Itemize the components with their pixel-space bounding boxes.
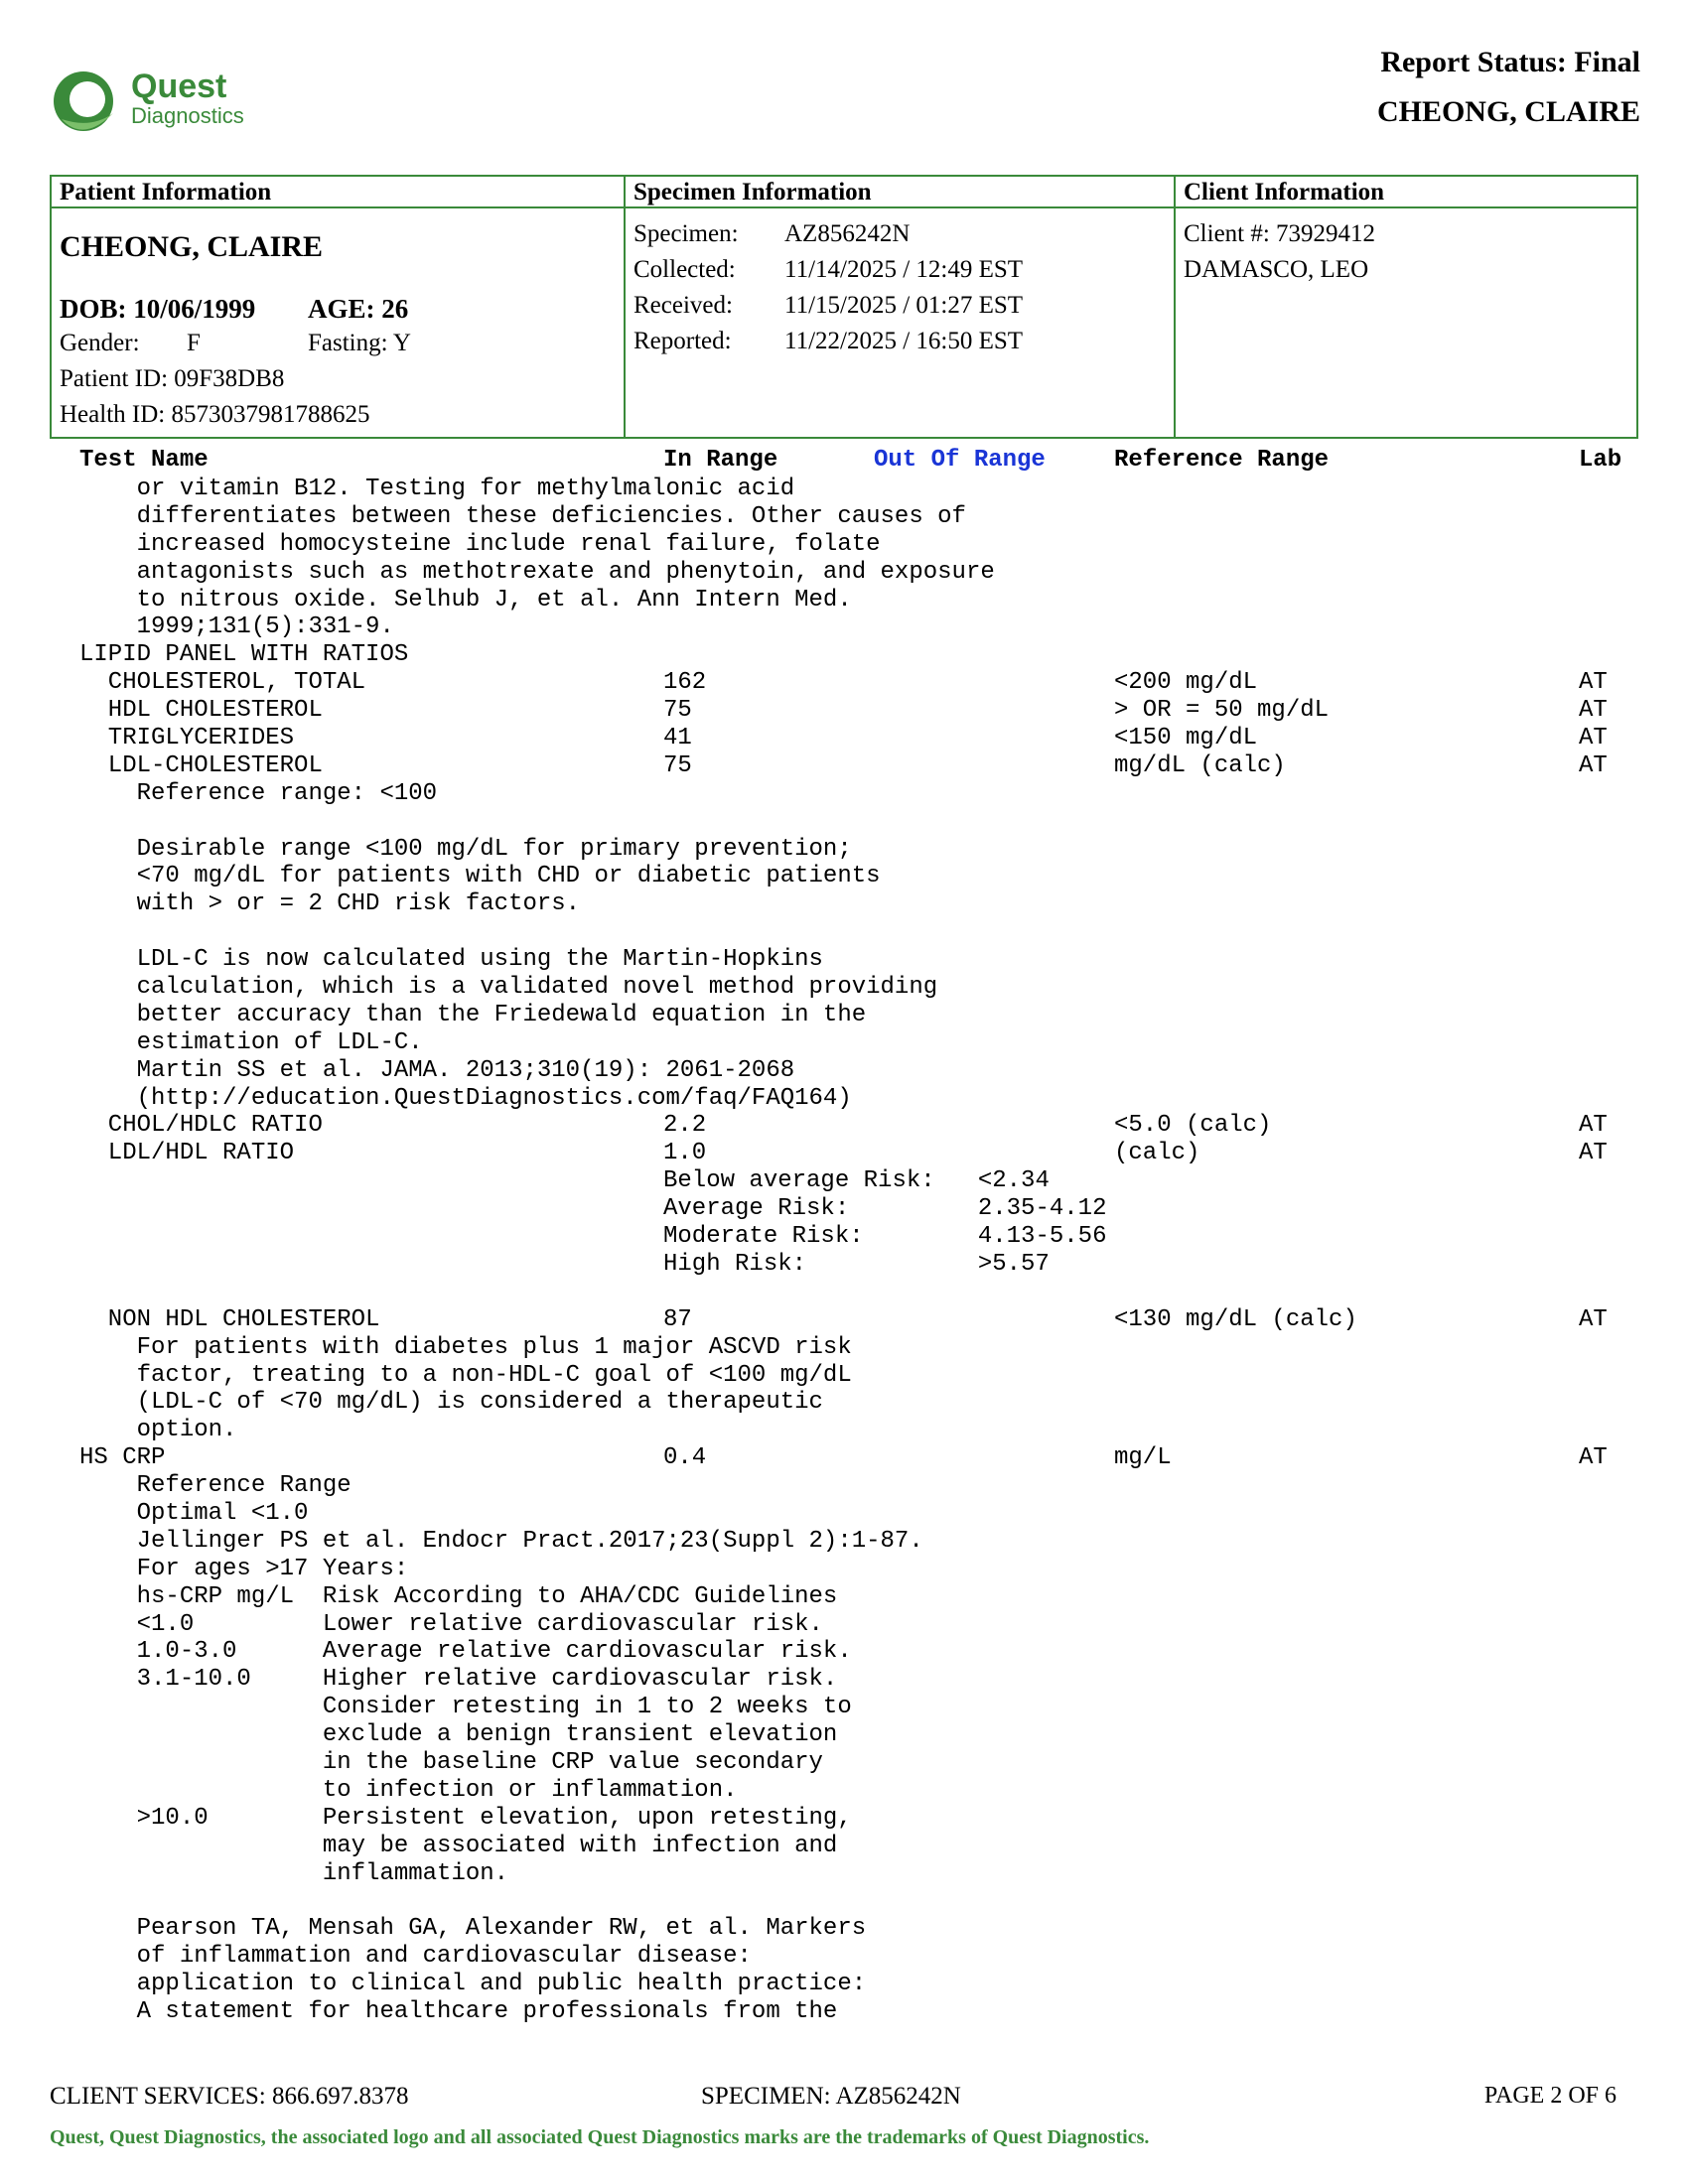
result-line <box>79 1887 1609 1915</box>
col-in-range: In Range <box>663 447 778 474</box>
line-text: Reference range: <100 <box>79 779 438 807</box>
specimen-info-section <box>624 177 1174 437</box>
result-line <box>79 1971 1609 1998</box>
line-value: 1.0 <box>663 1140 707 1167</box>
line-reference: <130 mg/dL (calc) <box>1114 1305 1357 1333</box>
line-lab: AT <box>1579 1140 1608 1167</box>
line-lab: AT <box>1579 1444 1608 1472</box>
result-line <box>79 1611 1609 1639</box>
line-text: <1.0 Lower relative cardiovascular risk. <box>79 1610 823 1638</box>
line-value: Below average Risk: <2.34 <box>663 1167 1050 1195</box>
page-number: PAGE 2 OF 6 <box>1483 2083 1617 2109</box>
line-text: differentiates between these deficiencies. Other causes of <box>79 502 966 530</box>
result-line <box>79 1749 1609 1777</box>
line-text: factor, treating to a non-HDL-C goal of <100 mg/dL <box>79 1361 852 1389</box>
line-text: 3.1-10.0 Higher relative cardiovascular risk. <box>79 1666 838 1694</box>
result-line <box>79 1666 1609 1694</box>
client-info-heading: Client Information <box>1176 177 1636 208</box>
line-text: Pearson TA, Mensah GA, Alexander RW, et al. Markers <box>79 1915 867 1943</box>
result-line <box>79 1112 1609 1140</box>
line-text: HS CRP <box>79 1444 166 1472</box>
line-value: 0.4 <box>663 1444 707 1472</box>
collected-row <box>633 256 1023 284</box>
specimen-row-label: Specimen: <box>633 220 739 247</box>
line-text: with > or = 2 CHD risk factors. <box>79 890 581 918</box>
line-text: For patients with diabetes plus 1 major ASCVD risk <box>79 1333 852 1361</box>
line-text: LDL-CHOLESTEROL <box>79 751 323 779</box>
result-line <box>79 1057 1609 1085</box>
result-line <box>79 1167 1609 1195</box>
logo-sub: Diagnostics <box>131 103 244 128</box>
client-services: CLIENT SERVICES: 866.697.8378 <box>50 2083 409 2110</box>
result-line <box>79 1140 1609 1167</box>
result-line <box>79 1029 1609 1057</box>
line-text: For ages >17 Years: <box>79 1555 409 1582</box>
line-text: estimation of LDL-C. <box>79 1028 423 1056</box>
quest-logo-icon <box>48 64 286 143</box>
line-text: Jellinger PS et al. Endocr Pract.2017;23(Suppl 2):1-87. <box>79 1527 923 1555</box>
patient-name: CHEONG, CLAIRE <box>60 230 324 263</box>
info-table <box>50 175 1638 439</box>
result-line <box>79 1444 1609 1472</box>
result-line <box>79 1583 1609 1611</box>
line-text: option. <box>79 1417 237 1444</box>
line-value: 87 <box>663 1305 692 1333</box>
result-line <box>79 1002 1609 1029</box>
specimen-row <box>633 220 910 248</box>
result-line <box>79 1860 1609 1888</box>
result-line <box>79 725 1609 752</box>
result-line <box>79 918 1609 946</box>
result-line <box>79 1251 1609 1279</box>
line-reference: mg/L <box>1114 1444 1172 1472</box>
line-text: in the baseline CRP value secondary <box>79 1748 823 1776</box>
col-out-of-range: Out Of Range <box>874 447 1046 474</box>
result-line <box>79 1306 1609 1334</box>
result-line <box>79 1998 1609 2026</box>
line-text: NON HDL CHOLESTEROL <box>79 1305 380 1333</box>
line-text: 1999;131(5):331-9. <box>79 614 394 641</box>
header-patient-name: CHEONG, CLAIRE <box>1376 95 1640 128</box>
line-text: or vitamin B12. Testing for methylmalonic acid <box>79 476 795 502</box>
result-line <box>79 974 1609 1002</box>
result-line <box>79 1528 1609 1556</box>
patient-age: AGE: 26 <box>308 294 409 324</box>
result-line <box>79 836 1609 864</box>
results-column-headers <box>0 447 1688 477</box>
received-row-value: 11/15/2025 / 01:27 EST <box>784 292 1024 319</box>
result-line <box>79 476 1609 503</box>
result-line <box>79 752 1609 780</box>
line-text: LDL-C is now calculated using the Martin-Hopkins <box>79 946 823 974</box>
result-line <box>79 669 1609 697</box>
reported-row <box>633 328 1023 355</box>
line-text: A statement for healthcare professionals from the <box>79 1997 838 2025</box>
line-text: CHOL/HDLC RATIO <box>79 1112 323 1140</box>
result-line <box>79 1943 1609 1971</box>
line-text: >10.0 Persistent elevation, upon retesting, <box>79 1804 852 1832</box>
reported-row-value: 11/22/2025 / 16:50 EST <box>784 328 1024 354</box>
client-info-section <box>1174 177 1636 437</box>
line-value: High Risk: >5.57 <box>663 1250 1050 1278</box>
line-text: CHOLESTEROL, TOTAL <box>79 669 366 697</box>
result-line <box>79 587 1609 614</box>
result-line <box>79 1417 1609 1444</box>
logo-brand: Quest <box>131 68 227 105</box>
ordering-physician: DAMASCO, LEO <box>1184 256 1369 283</box>
line-text: Martin SS et al. JAMA. 2013;310(19): 2061-2068 <box>79 1056 795 1084</box>
result-line <box>79 1777 1609 1805</box>
gender-label: Gender: <box>60 330 140 356</box>
line-text: (http://education.QuestDiagnostics.com/faq/FAQ164) <box>79 1084 852 1112</box>
result-line <box>79 946 1609 974</box>
line-text: to nitrous oxide. Selhub J, et al. Ann Intern Med. <box>79 586 852 614</box>
result-line <box>79 614 1609 641</box>
collected-row-value: 11/14/2025 / 12:49 EST <box>784 256 1024 283</box>
line-value: 75 <box>663 697 692 725</box>
result-line <box>79 1556 1609 1583</box>
result-line <box>79 1694 1609 1721</box>
result-line <box>79 1334 1609 1362</box>
line-text: increased homocysteine include renal failure, folate <box>79 530 881 558</box>
line-text: Desirable range <100 mg/dL for primary prevention; <box>79 835 852 863</box>
received-row <box>633 292 1023 320</box>
line-value: 162 <box>663 669 707 697</box>
line-reference: > OR = 50 mg/dL <box>1114 697 1330 725</box>
line-value: Average Risk: 2.35-4.12 <box>663 1195 1107 1223</box>
quest-logo <box>48 64 286 143</box>
result-line <box>79 503 1609 531</box>
trademark-notice: Quest, Quest Diagnostics, the associated logo and all associated Quest Diagnostics marks are the trademarks of Quest Diagnostics. <box>50 2126 1150 2148</box>
patient-info-heading: Patient Information <box>52 177 624 208</box>
line-text: LDL/HDL RATIO <box>79 1140 295 1167</box>
line-text: hs-CRP mg/L Risk According to AHA/CDC Guidelines <box>79 1582 838 1610</box>
specimen-row-value: AZ856242N <box>784 220 911 247</box>
result-line <box>79 1805 1609 1833</box>
line-lab: AT <box>1579 1305 1608 1333</box>
result-line <box>79 697 1609 725</box>
result-line <box>79 808 1609 836</box>
line-lab: AT <box>1579 725 1608 752</box>
result-line <box>79 531 1609 559</box>
gender-value: F <box>187 330 201 356</box>
line-reference: (calc) <box>1114 1140 1200 1167</box>
line-lab: AT <box>1579 669 1608 697</box>
result-line <box>79 890 1609 918</box>
result-line <box>79 1721 1609 1749</box>
footer-specimen: SPECIMEN: AZ856242N <box>701 2083 961 2110</box>
line-text: calculation, which is a validated novel method providing <box>79 974 938 1002</box>
result-line <box>79 1833 1609 1860</box>
line-text: application to clinical and public health practice: <box>79 1971 867 1998</box>
line-text: exclude a benign transient elevation <box>79 1721 838 1749</box>
line-reference: <150 mg/dL <box>1114 725 1258 752</box>
col-lab: Lab <box>1579 447 1622 474</box>
col-reference-range: Reference Range <box>1114 447 1330 474</box>
result-line <box>79 1279 1609 1306</box>
result-line <box>79 641 1609 669</box>
health-id: Health ID: 8573037981788625 <box>60 401 370 428</box>
line-text: HDL CHOLESTEROL <box>79 697 323 725</box>
line-text: <70 mg/dL for patients with CHD or diabetic patients <box>79 863 881 890</box>
specimen-info-heading: Specimen Information <box>626 177 1174 208</box>
line-value: 41 <box>663 725 692 752</box>
patient-id: Patient ID: 09F38DB8 <box>60 365 285 392</box>
result-line <box>79 1472 1609 1500</box>
line-text: Optimal <1.0 <box>79 1499 309 1527</box>
line-text: may be associated with infection and <box>79 1832 838 1859</box>
result-line <box>79 1362 1609 1390</box>
line-lab: AT <box>1579 1112 1608 1140</box>
col-test-name: Test Name <box>79 447 209 474</box>
line-value: 2.2 <box>663 1112 707 1140</box>
result-line <box>79 1223 1609 1251</box>
line-text: TRIGLYCERIDES <box>79 725 295 752</box>
line-text: better accuracy than the Friedewald equation in the <box>79 1001 867 1028</box>
patient-dob: DOB: 10/06/1999 <box>60 294 256 324</box>
result-line <box>79 1915 1609 1943</box>
result-line <box>79 1638 1609 1666</box>
line-text: Consider retesting in 1 to 2 weeks to <box>79 1694 852 1721</box>
line-text: inflammation. <box>79 1859 509 1887</box>
results-body <box>79 476 1609 2026</box>
line-text: of inflammation and cardiovascular disease: <box>79 1943 752 1971</box>
line-text: LIPID PANEL WITH RATIOS <box>79 641 409 669</box>
patient-info-section <box>52 177 624 437</box>
result-line <box>79 559 1609 587</box>
line-text: 1.0-3.0 Average relative cardiovascular risk. <box>79 1638 852 1666</box>
result-line <box>79 780 1609 808</box>
line-reference: mg/dL (calc) <box>1114 751 1286 779</box>
result-line <box>79 1500 1609 1528</box>
result-line <box>79 1195 1609 1223</box>
result-line <box>79 1085 1609 1113</box>
line-reference: <5.0 (calc) <box>1114 1112 1272 1140</box>
line-text: to infection or inflammation. <box>79 1776 738 1804</box>
reported-row-label: Reported: <box>633 328 732 354</box>
line-lab: AT <box>1579 697 1608 725</box>
line-reference: <200 mg/dL <box>1114 669 1258 697</box>
result-line <box>79 863 1609 890</box>
line-lab: AT <box>1579 751 1608 779</box>
fasting-status: Fasting: Y <box>308 330 411 356</box>
line-value: 75 <box>663 751 692 779</box>
client-number: Client #: 73929412 <box>1184 220 1376 247</box>
collected-row-label: Collected: <box>633 256 736 283</box>
line-text: antagonists such as methotrexate and phenytoin, and exposure <box>79 558 995 586</box>
result-line <box>79 1389 1609 1417</box>
received-row-label: Received: <box>633 292 733 319</box>
line-text: (LDL-C of <70 mg/dL) is considered a therapeutic <box>79 1389 823 1417</box>
line-value: Moderate Risk: 4.13-5.56 <box>663 1223 1107 1251</box>
line-text: Reference Range <box>79 1472 352 1500</box>
report-status: Report Status: Final <box>1380 46 1640 78</box>
